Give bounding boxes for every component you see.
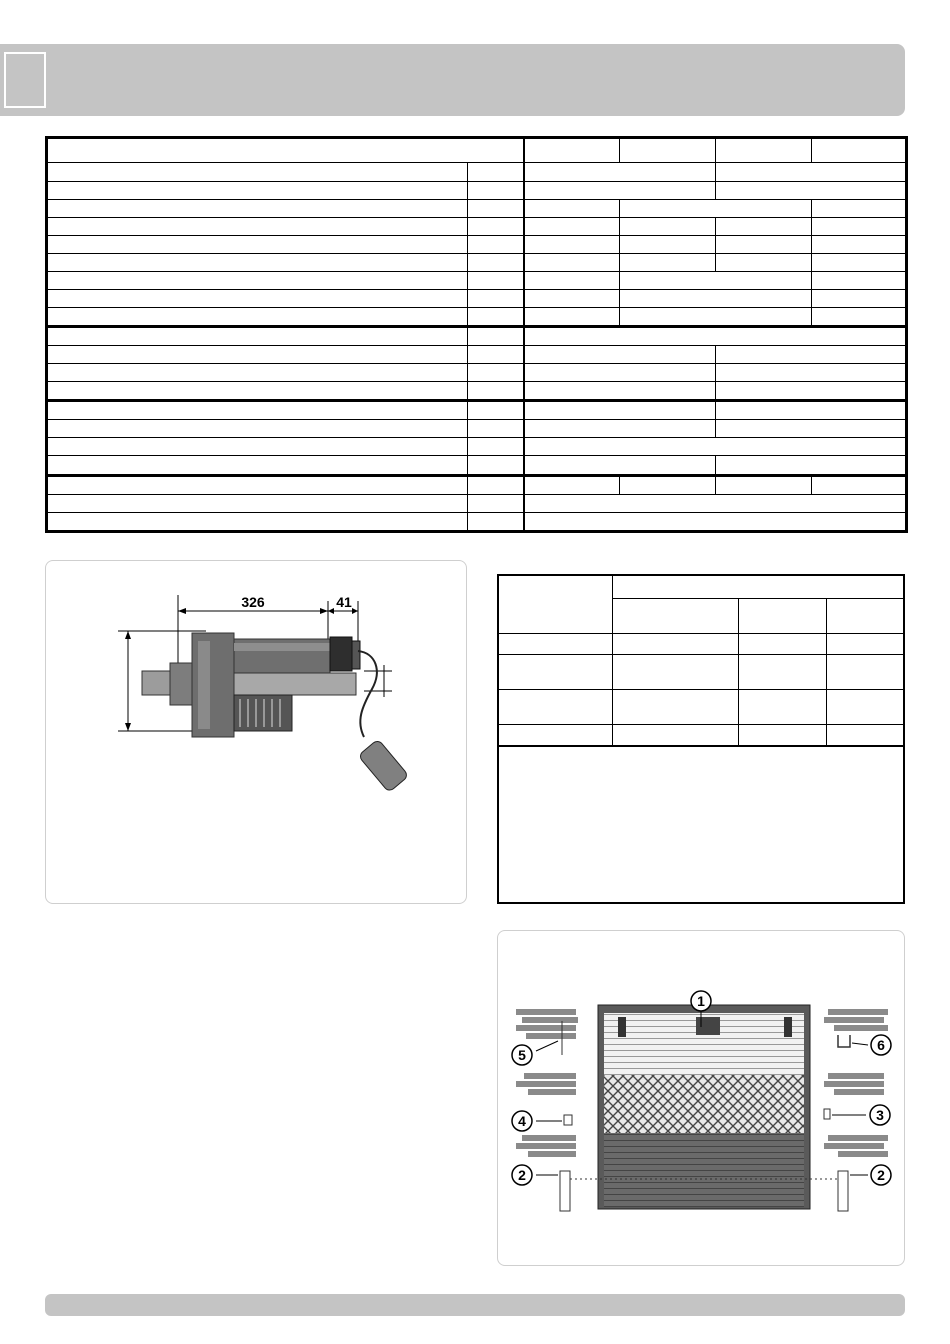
callout-4: 4 xyxy=(518,1113,526,1129)
table-row xyxy=(47,289,907,307)
specification-table xyxy=(45,136,908,533)
table-row xyxy=(47,163,907,181)
table-row xyxy=(47,307,907,326)
table-row xyxy=(47,420,907,438)
table-row xyxy=(47,438,907,456)
side-table xyxy=(499,576,903,747)
table-cell xyxy=(47,138,524,163)
table-row xyxy=(47,271,907,289)
table-row xyxy=(47,326,907,345)
table-row xyxy=(47,138,907,163)
table-row xyxy=(47,346,907,364)
table-row xyxy=(47,512,907,531)
table-cell xyxy=(620,138,716,163)
callout-1: 1 xyxy=(697,993,705,1009)
header-square-marker xyxy=(4,52,46,108)
table-row xyxy=(499,724,903,746)
door-diagram-panel xyxy=(497,930,905,1266)
motor-diagram xyxy=(46,561,466,901)
callout-3: 3 xyxy=(876,1107,884,1123)
dimension-end-label: 41 xyxy=(336,594,352,610)
table-row xyxy=(499,689,903,724)
table-row xyxy=(47,494,907,512)
table-row xyxy=(499,633,903,654)
table-row xyxy=(47,364,907,382)
table-row xyxy=(47,401,907,420)
header-bar xyxy=(0,44,905,116)
side-table-box xyxy=(497,574,905,904)
table-row xyxy=(47,181,907,199)
table-row xyxy=(499,654,903,689)
motor-diagram-panel xyxy=(45,560,467,904)
callout-5: 5 xyxy=(518,1047,526,1063)
table-cell xyxy=(812,138,907,163)
callout-6: 6 xyxy=(877,1037,885,1053)
door-installation-diagram xyxy=(498,931,904,1265)
callout-2-left: 2 xyxy=(518,1167,526,1183)
table-row xyxy=(47,235,907,253)
dimension-length-label: 326 xyxy=(241,594,265,610)
table-row xyxy=(47,217,907,235)
table-row xyxy=(47,475,907,494)
table-row xyxy=(499,576,903,598)
table-row xyxy=(47,456,907,475)
table-cell xyxy=(524,138,620,163)
callout-2-right: 2 xyxy=(877,1167,885,1183)
table-row xyxy=(47,253,907,271)
table-cell xyxy=(716,138,812,163)
table-row xyxy=(47,382,907,401)
footer-bar xyxy=(45,1294,905,1316)
table-row xyxy=(47,199,907,217)
